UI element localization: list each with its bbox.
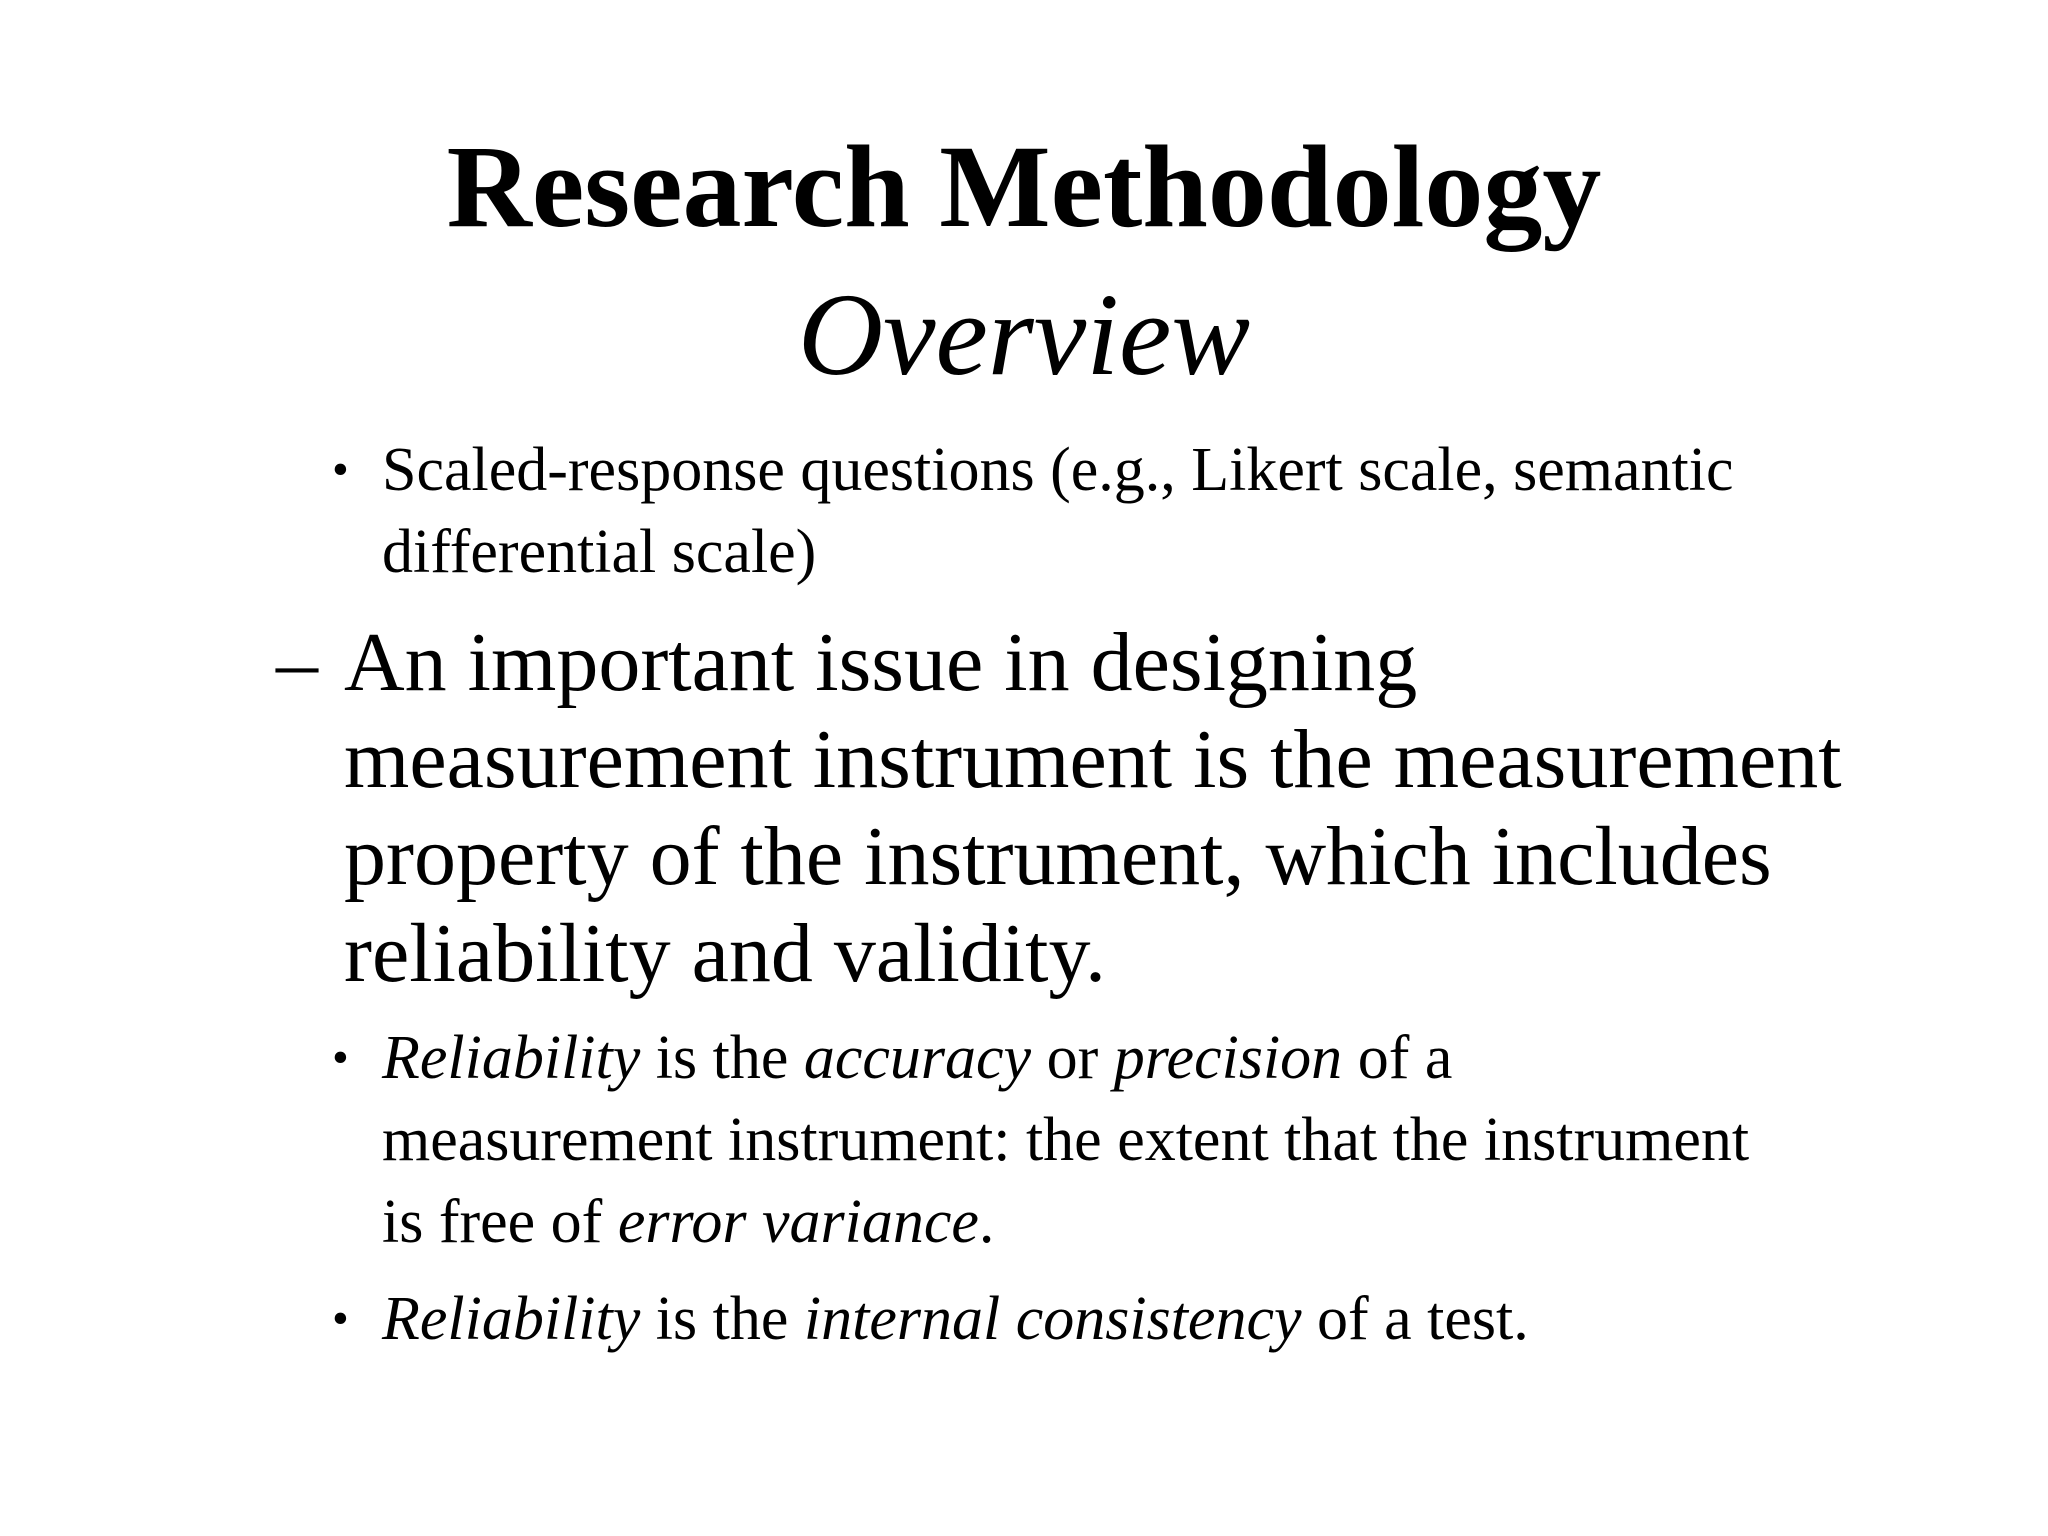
text-segment: is the xyxy=(640,1024,804,1092)
bullet-marker: • xyxy=(332,1292,349,1345)
term-precision: precision xyxy=(1113,1024,1343,1092)
bullet-marker: • xyxy=(332,443,349,496)
text-segment: of a measurement instrument: the extent that the instrument is free of xyxy=(382,1024,1750,1256)
bullet-item-scaled-response xyxy=(332,429,1762,593)
bullet-item-reliability-consistency xyxy=(332,1278,1762,1360)
slide-subtitle: Overview xyxy=(797,269,1251,400)
text-segment: is the xyxy=(640,1285,804,1353)
text-segment: of a test. xyxy=(1301,1285,1529,1353)
bullet-item-reliability-accuracy xyxy=(332,1017,1762,1263)
dash-text: An important issue in designing measurement instrument is the measurement property of the instrument, which includes reliability and validity. xyxy=(344,616,1842,1000)
text-segment: or xyxy=(1031,1024,1114,1092)
term-internal-consistency: internal consistency xyxy=(803,1285,1302,1353)
slide-title: Research Methodology xyxy=(446,121,1602,252)
dash-item-measurement-property xyxy=(276,614,1864,1002)
term-accuracy: accuracy xyxy=(803,1024,1032,1092)
text-segment: . xyxy=(978,1188,995,1256)
term-reliability: Reliability xyxy=(382,1024,641,1092)
term-error-variance: error variance xyxy=(617,1188,979,1256)
bullet-marker: • xyxy=(332,1031,349,1084)
dash-marker: – xyxy=(276,616,318,709)
bullet-text: Scaled-response questions (e.g., Likert scale, semantic differential scale) xyxy=(382,436,1734,586)
term-reliability: Reliability xyxy=(382,1285,641,1353)
